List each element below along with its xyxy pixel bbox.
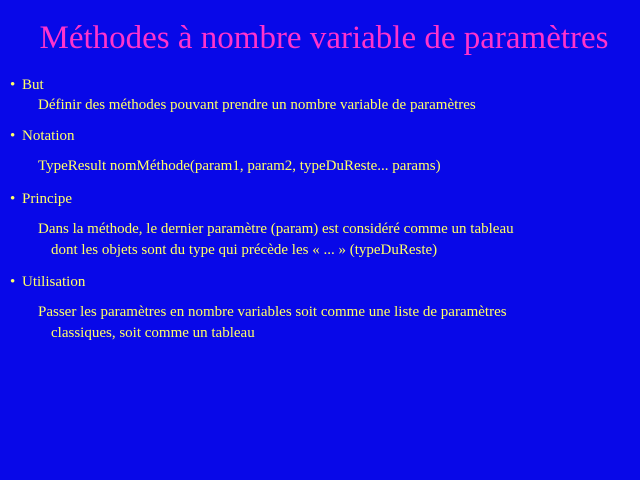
section-heading bbox=[10, 76, 630, 95]
heading-label: But bbox=[22, 77, 44, 93]
section-heading bbox=[10, 127, 630, 146]
section-body bbox=[10, 156, 630, 177]
body-line: Dans la méthode, le dernier paramètre (param) est considéré comme un tableau bbox=[38, 221, 514, 237]
section-body bbox=[10, 302, 630, 344]
section-principe bbox=[10, 190, 630, 261]
heading-label: Principe bbox=[22, 191, 72, 207]
body-line: TypeResult nomMéthode(param1, param2, typeDuReste... params) bbox=[38, 158, 441, 174]
bullet-icon: • bbox=[10, 274, 16, 290]
section-notation bbox=[10, 127, 630, 177]
body-line-continuation: classiques, soit comme un tableau bbox=[51, 325, 255, 341]
section-body bbox=[10, 219, 630, 261]
bullet-icon: • bbox=[10, 191, 16, 207]
section-body bbox=[10, 95, 630, 116]
heading-label: Utilisation bbox=[22, 274, 86, 290]
section-utilisation bbox=[10, 273, 630, 344]
bullet-icon: • bbox=[10, 77, 16, 93]
body-line: Passer les paramètres en nombre variables soit comme une liste de paramètres bbox=[38, 304, 507, 320]
section-heading bbox=[10, 190, 630, 209]
slide-title: Méthodes à nombre variable de paramètres bbox=[39, 20, 609, 56]
section-heading bbox=[10, 273, 630, 292]
section-but bbox=[10, 76, 630, 116]
body-line: Définir des méthodes pouvant prendre un nombre variable de paramètres bbox=[38, 97, 476, 113]
body-line-continuation: dont les objets sont du type qui précède les « ... » (typeDuReste) bbox=[51, 242, 438, 258]
bullet-icon: • bbox=[10, 128, 16, 144]
heading-label: Notation bbox=[22, 128, 75, 144]
